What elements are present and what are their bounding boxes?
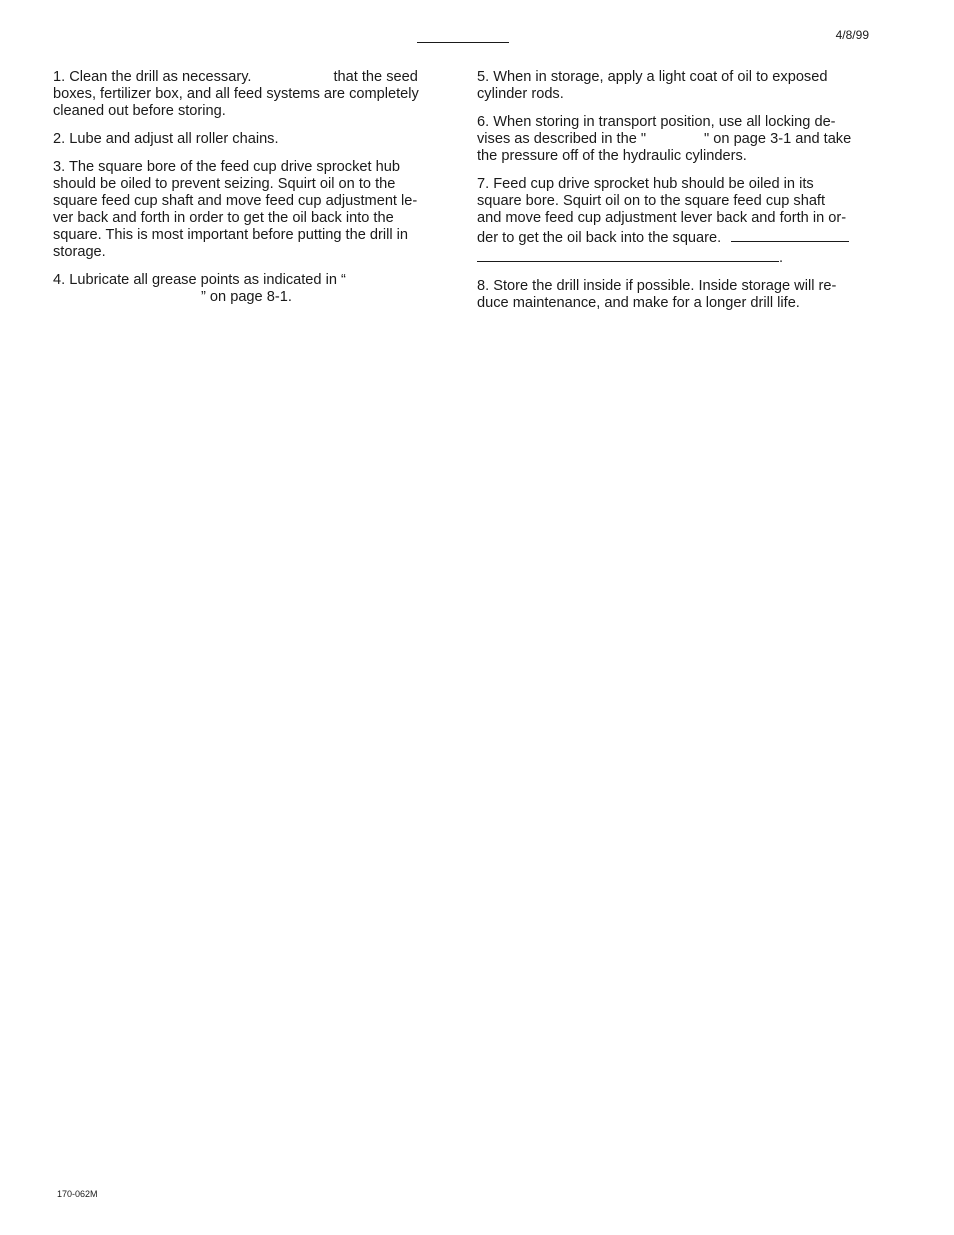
storage-item-7 xyxy=(477,176,869,267)
item-5-line-1: 5. When in storage, apply a light coat of oil to exposed xyxy=(477,69,828,85)
item-1-line-1: 1. Clean the drill as necessary. that the seed xyxy=(53,69,418,85)
storage-item-8 xyxy=(477,278,869,312)
item-3-line-6: storage. xyxy=(53,244,106,260)
item-7-line-2: square bore. Squirt oil on to the square feed cup shaft xyxy=(477,193,826,209)
storage-item-2 xyxy=(53,131,445,148)
item-7-line-5: . xyxy=(477,247,869,267)
storage-item-6 xyxy=(477,114,869,165)
item-3-line-4: ver back and forth in order to get the oil back into the xyxy=(53,210,394,226)
document-code: 170-062M xyxy=(57,1189,98,1199)
reference-underline xyxy=(731,227,849,242)
storage-item-4 xyxy=(53,272,445,306)
left-column xyxy=(53,69,445,317)
item-4-line-2: ” on page 8-1. xyxy=(201,289,292,305)
item-7-line-1: 7. Feed cup drive sprocket hub should be oiled in its xyxy=(477,176,814,192)
storage-item-5 xyxy=(477,69,869,103)
header-title-rule xyxy=(417,42,509,43)
item-3-line-1: 3. The square bore of the feed cup drive sprocket hub xyxy=(53,159,400,175)
item-3-line-2: should be oiled to prevent seizing. Squirt oil on to the xyxy=(53,176,396,192)
item-7-line-3: and move feed cup adjustment lever back and forth in or- xyxy=(477,210,847,226)
item-6-line-3: the pressure off of the hydraulic cylinders. xyxy=(477,148,747,164)
item-6-line-2: vises as described in the " " on page 3-1 and take xyxy=(477,131,852,147)
item-6-line-1: 6. When storing in transport position, use all locking de- xyxy=(477,114,836,130)
storage-item-3 xyxy=(53,159,445,261)
item-7-line-4: der to get the oil back into the square. xyxy=(477,227,869,247)
item-8-line-1: 8. Store the drill inside if possible. Inside storage will re- xyxy=(477,278,837,294)
item-3-line-3: square feed cup shaft and move feed cup adjustment le- xyxy=(53,193,418,209)
page-date: 4/8/99 xyxy=(835,28,869,42)
item-4-line-1: 4. Lubricate all grease points as indicated in “ xyxy=(53,272,346,288)
item-3-line-5: square. This is most important before putting the drill in xyxy=(53,227,409,243)
storage-item-1 xyxy=(53,69,445,120)
item-1-line-3: cleaned out before storing. xyxy=(53,103,226,119)
item-5-line-2: cylinder rods. xyxy=(477,86,564,102)
right-column xyxy=(477,69,869,323)
reference-underline xyxy=(477,247,779,262)
item-2-line-1: 2. Lube and adjust all roller chains. xyxy=(53,131,279,147)
item-8-line-2: duce maintenance, and make for a longer drill life. xyxy=(477,295,800,311)
item-1-line-2: boxes, fertilizer box, and all feed systems are completely xyxy=(53,86,419,102)
